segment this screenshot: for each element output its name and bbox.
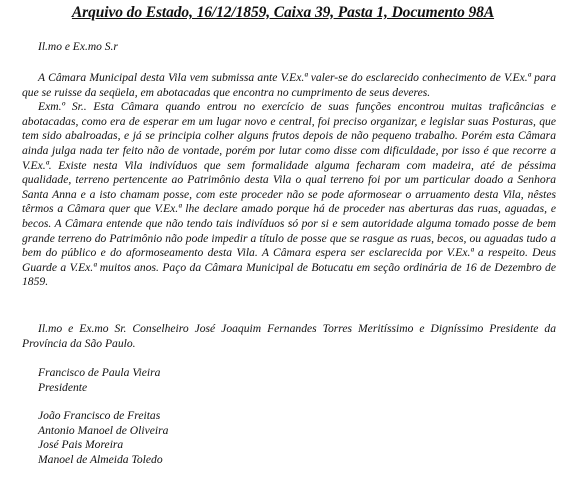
body-paragraph-1: A Câmara Municipal desta Vila vem submissa ante V.Ex.ª valer-se do esclarecido conhecimento de V.Ex.ª para que se ruisse da seqüela, em abotacadas que encontra no cumprimento de seus deveres. (22, 71, 556, 99)
signatory-name: José Pais Moreira (38, 438, 124, 452)
signature-block-president (38, 366, 160, 395)
archive-reference-title: Arquivo do Estado, 16/12/1859, Caixa 39, Pasta 1, Documento 98A (71, 4, 495, 21)
signatory-name: João Francisco de Freitas (38, 409, 161, 422)
body-paragraph-2: Exm.º Sr.. Esta Câmara quando entrou no exercício de suas funções encontrou muitas traficâncias e abotacadas, como era de esperar em um lugar novo e central, foi preciso organizar, e legislar suas Posturas, que tem sido abalroadas, e já se principia colher alguns frutos depois de não pequeno trabalho. Porém esta Câmara ainda julga nada ter feito não de vontade, porém por lutar como disse com dificuldade, por isso é que recorre a V.Ex.ª. Existe nesta Vila indivíduos que sem formalidade alguma fecharam com madeira, até de péssima qualidade, terreno pertencente ao Patrimônio desta Vila o qual terreno foi por um particular doado a Senhora Santa Anna e a isto chamam posse, com este proceder não se pode aformosear o arruamento desta Vila, nêstes têrmos a Câmara quer que V.Ex.ª lhe declare amado porque há de proceder nas aberturas das ruas, aguadas, e becos. A Câmara entende que não tendo tais indivíduos só por si e sem autoridade alguma tomado posse de bem grande terreno do Patrimônio não pode impedir a título de posse que se rasgue as ruas, becos, ou aguadas tudo a bem do público e do aformoseamento desta Vila. A Câmara espera ser esclarecida por V.Ex.ª a respeito. Deus Guarde a V.Ex.ª muitos anos. Paço da Câmara Municipal de Botucatu em seção ordinária de 16 de Dezembro de 1859. (22, 100, 556, 289)
signature-block-members (38, 409, 168, 467)
signatory-name: Francisco de Paula Vieira (38, 366, 161, 379)
recipient-address: Il.mo e Ex.mo Sr. Conselheiro José Joaquim Fernandes Torres Meritíssimo e Digníssimo Presidente da Província da São Paulo. (22, 322, 556, 350)
signatory-name: Antonio Manoel de Oliveira (38, 423, 169, 437)
signatory-title: Presidente (38, 380, 88, 394)
letter-body (22, 71, 556, 290)
salutation: Il.mo e Ex.mo S.r (38, 41, 118, 53)
signatory-name: Manoel de Almeida Toledo (38, 452, 163, 466)
